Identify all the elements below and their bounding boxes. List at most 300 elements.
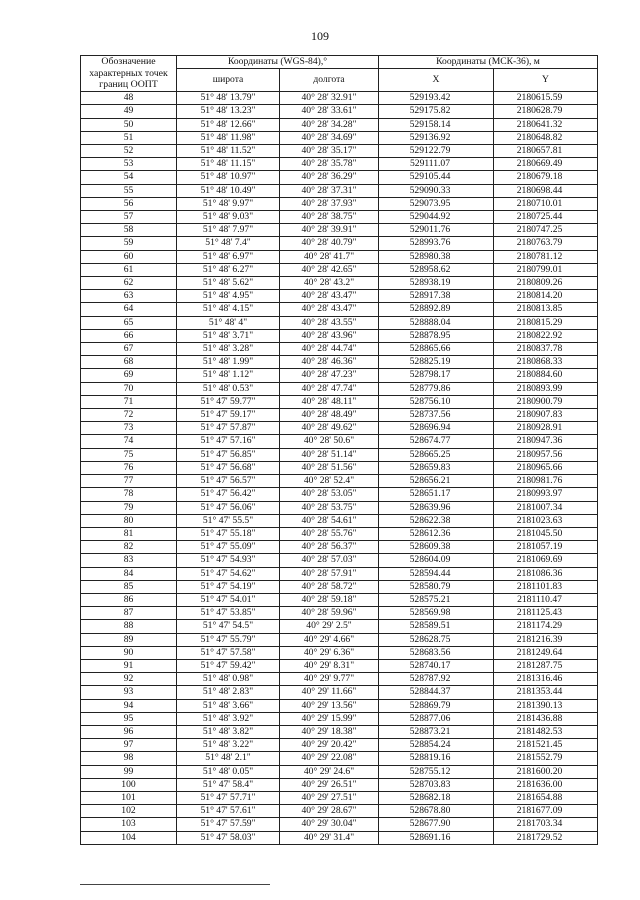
table-row	[81, 791, 598, 804]
point-id-cell: 101	[81, 791, 177, 804]
x-coordinate-cell: 528691.16	[379, 831, 494, 844]
table-row	[81, 831, 598, 844]
latitude-cell: 51° 48' 7.4"	[177, 237, 280, 250]
table-row	[81, 739, 598, 752]
latitude-cell: 51° 48' 11.15"	[177, 158, 280, 171]
latitude-cell: 51° 47' 54.93"	[177, 554, 280, 567]
table-row	[81, 805, 598, 818]
point-id-cell: 103	[81, 818, 177, 831]
x-coordinate-cell: 528604.09	[379, 554, 494, 567]
table-row	[81, 567, 598, 580]
y-coordinate-cell: 2180799.01	[494, 263, 598, 276]
table-row	[81, 475, 598, 488]
point-id-cell: 64	[81, 303, 177, 316]
x-coordinate-cell: 528580.79	[379, 580, 494, 593]
point-id-cell: 102	[81, 805, 177, 818]
y-coordinate-cell: 2180809.26	[494, 277, 598, 290]
table-row	[81, 237, 598, 250]
table-row	[81, 686, 598, 699]
point-id-cell: 56	[81, 197, 177, 210]
point-id-cell: 50	[81, 118, 177, 131]
point-id-cell: 95	[81, 712, 177, 725]
y-coordinate-cell: 2181101.83	[494, 580, 598, 593]
latitude-cell: 51° 48' 1.12"	[177, 369, 280, 382]
x-coordinate-cell: 529090.33	[379, 184, 494, 197]
longitude-cell: 40° 29' 22.08"	[280, 752, 379, 765]
point-id-cell: 94	[81, 699, 177, 712]
latitude-cell: 51° 48' 2.1"	[177, 752, 280, 765]
point-id-cell: 78	[81, 488, 177, 501]
y-coordinate-cell: 2181703.34	[494, 818, 598, 831]
longitude-cell: 40° 29' 2.5"	[280, 620, 379, 633]
table-row	[81, 145, 598, 158]
latitude-cell: 51° 48' 3.28"	[177, 343, 280, 356]
x-coordinate-cell: 528569.98	[379, 607, 494, 620]
latitude-cell: 51° 47' 56.42"	[177, 488, 280, 501]
longitude-cell: 40° 29' 9.77"	[280, 673, 379, 686]
longitude-cell: 40° 29' 20.42"	[280, 739, 379, 752]
x-coordinate-cell: 528628.75	[379, 633, 494, 646]
y-coordinate-cell: 2180710.01	[494, 197, 598, 210]
y-coordinate-cell: 2181436.88	[494, 712, 598, 725]
latitude-cell: 51° 47' 57.16"	[177, 435, 280, 448]
latitude-cell: 51° 47' 54.19"	[177, 580, 280, 593]
x-coordinate-cell: 529158.14	[379, 118, 494, 131]
point-id-cell: 72	[81, 409, 177, 422]
longitude-cell: 40° 28' 57.03"	[280, 554, 379, 567]
table-row	[81, 541, 598, 554]
y-coordinate-cell: 2181007.34	[494, 501, 598, 514]
point-id-cell: 51	[81, 131, 177, 144]
header-x: X	[379, 69, 494, 92]
x-coordinate-cell: 528659.83	[379, 461, 494, 474]
y-coordinate-cell: 2181057.19	[494, 541, 598, 554]
latitude-cell: 51° 48' 6.97"	[177, 250, 280, 263]
longitude-cell: 40° 29' 24.6"	[280, 765, 379, 778]
latitude-cell: 51° 48' 10.49"	[177, 184, 280, 197]
x-coordinate-cell: 528819.16	[379, 752, 494, 765]
table-row	[81, 461, 598, 474]
latitude-cell: 51° 48' 4"	[177, 316, 280, 329]
point-id-cell: 93	[81, 686, 177, 699]
point-id-cell: 49	[81, 105, 177, 118]
point-id-cell: 79	[81, 501, 177, 514]
x-coordinate-cell: 528678.80	[379, 805, 494, 818]
table-row	[81, 448, 598, 461]
longitude-cell: 40° 29' 8.31"	[280, 659, 379, 672]
table-row	[81, 435, 598, 448]
y-coordinate-cell: 2180725.44	[494, 211, 598, 224]
longitude-cell: 40° 28' 43.47"	[280, 290, 379, 303]
header-y: Y	[494, 69, 598, 92]
point-id-cell: 48	[81, 92, 177, 105]
longitude-cell: 40° 28' 39.91"	[280, 224, 379, 237]
y-coordinate-cell: 2180813.85	[494, 303, 598, 316]
latitude-cell: 51° 48' 10.97"	[177, 171, 280, 184]
point-id-cell: 66	[81, 329, 177, 342]
table-row	[81, 158, 598, 171]
x-coordinate-cell: 528674.77	[379, 435, 494, 448]
point-id-cell: 99	[81, 765, 177, 778]
longitude-cell: 40° 28' 59.18"	[280, 593, 379, 606]
point-id-cell: 76	[81, 461, 177, 474]
y-coordinate-cell: 2181249.64	[494, 646, 598, 659]
y-coordinate-cell: 2181552.79	[494, 752, 598, 765]
y-coordinate-cell: 2180957.56	[494, 448, 598, 461]
x-coordinate-cell: 529136.92	[379, 131, 494, 144]
longitude-cell: 40° 28' 47.23"	[280, 369, 379, 382]
point-id-cell: 82	[81, 541, 177, 554]
y-coordinate-cell: 2180679.18	[494, 171, 598, 184]
y-coordinate-cell: 2181216.39	[494, 633, 598, 646]
y-coordinate-cell: 2181086.36	[494, 567, 598, 580]
table-row	[81, 752, 598, 765]
latitude-cell: 51° 47' 59.42"	[177, 659, 280, 672]
longitude-cell: 40° 28' 55.76"	[280, 527, 379, 540]
header-wgs84: Координаты (WGS-84),°	[177, 56, 379, 69]
table-row	[81, 263, 598, 276]
y-coordinate-cell: 2180648.82	[494, 131, 598, 144]
y-coordinate-cell: 2181125.43	[494, 607, 598, 620]
point-id-cell: 54	[81, 171, 177, 184]
header-latitude: широта	[177, 69, 280, 92]
y-coordinate-cell: 2180981.76	[494, 475, 598, 488]
point-id-cell: 61	[81, 263, 177, 276]
point-id-cell: 65	[81, 316, 177, 329]
table-row	[81, 184, 598, 197]
x-coordinate-cell: 528958.62	[379, 263, 494, 276]
table-row	[81, 501, 598, 514]
x-coordinate-cell: 528609.38	[379, 541, 494, 554]
y-coordinate-cell: 2180814.20	[494, 290, 598, 303]
latitude-cell: 51° 48' 7.97"	[177, 224, 280, 237]
latitude-cell: 51° 48' 3.22"	[177, 739, 280, 752]
y-coordinate-cell: 2181023.63	[494, 514, 598, 527]
x-coordinate-cell: 528756.10	[379, 395, 494, 408]
latitude-cell: 51° 48' 11.98"	[177, 131, 280, 144]
x-coordinate-cell: 528683.56	[379, 646, 494, 659]
latitude-cell: 51° 48' 13.79"	[177, 92, 280, 105]
y-coordinate-cell: 2180815.29	[494, 316, 598, 329]
y-coordinate-cell: 2181069.69	[494, 554, 598, 567]
latitude-cell: 51° 47' 58.03"	[177, 831, 280, 844]
x-coordinate-cell: 528865.66	[379, 343, 494, 356]
longitude-cell: 40° 29' 31.4"	[280, 831, 379, 844]
table-row	[81, 620, 598, 633]
x-coordinate-cell: 529175.82	[379, 105, 494, 118]
point-id-cell: 88	[81, 620, 177, 633]
x-coordinate-cell: 529122.79	[379, 145, 494, 158]
x-coordinate-cell: 529193.42	[379, 92, 494, 105]
x-coordinate-cell: 528594.44	[379, 567, 494, 580]
y-coordinate-cell: 2180837.78	[494, 343, 598, 356]
y-coordinate-cell: 2181677.09	[494, 805, 598, 818]
y-coordinate-cell: 2181287.75	[494, 659, 598, 672]
y-coordinate-cell: 2180928.91	[494, 422, 598, 435]
point-id-cell: 71	[81, 395, 177, 408]
y-coordinate-cell: 2181482.53	[494, 725, 598, 738]
x-coordinate-cell: 528682.18	[379, 791, 494, 804]
point-id-cell: 53	[81, 158, 177, 171]
longitude-cell: 40° 28' 54.61"	[280, 514, 379, 527]
table-row	[81, 593, 598, 606]
x-coordinate-cell: 528938.19	[379, 277, 494, 290]
table-row	[81, 197, 598, 210]
x-coordinate-cell: 528622.38	[379, 514, 494, 527]
point-id-cell: 58	[81, 224, 177, 237]
y-coordinate-cell: 2180907.83	[494, 409, 598, 422]
latitude-cell: 51° 47' 56.57"	[177, 475, 280, 488]
longitude-cell: 40° 28' 56.37"	[280, 541, 379, 554]
y-coordinate-cell: 2181045.50	[494, 527, 598, 540]
longitude-cell: 40° 28' 50.6"	[280, 435, 379, 448]
table-row	[81, 422, 598, 435]
x-coordinate-cell: 528740.17	[379, 659, 494, 672]
latitude-cell: 51° 48' 9.97"	[177, 197, 280, 210]
latitude-cell: 51° 48' 11.52"	[177, 145, 280, 158]
table-row	[81, 659, 598, 672]
x-coordinate-cell: 528854.24	[379, 739, 494, 752]
latitude-cell: 51° 48' 2.83"	[177, 686, 280, 699]
y-coordinate-cell: 2181390.13	[494, 699, 598, 712]
y-coordinate-cell: 2180993.97	[494, 488, 598, 501]
x-coordinate-cell: 528656.21	[379, 475, 494, 488]
table-row	[81, 290, 598, 303]
y-coordinate-cell: 2180822.92	[494, 329, 598, 342]
y-coordinate-cell: 2180698.44	[494, 184, 598, 197]
y-coordinate-cell: 2180965.66	[494, 461, 598, 474]
table-row	[81, 409, 598, 422]
longitude-cell: 40° 28' 43.47"	[280, 303, 379, 316]
longitude-cell: 40° 28' 38.75"	[280, 211, 379, 224]
y-coordinate-cell: 2180947.36	[494, 435, 598, 448]
x-coordinate-cell: 528677.90	[379, 818, 494, 831]
latitude-cell: 51° 48' 4.95"	[177, 290, 280, 303]
y-coordinate-cell: 2181353.44	[494, 686, 598, 699]
longitude-cell: 40° 28' 40.79"	[280, 237, 379, 250]
latitude-cell: 51° 47' 54.62"	[177, 567, 280, 580]
latitude-cell: 51° 48' 0.53"	[177, 382, 280, 395]
longitude-cell: 40° 28' 52.4"	[280, 475, 379, 488]
point-id-cell: 70	[81, 382, 177, 395]
table-row	[81, 171, 598, 184]
latitude-cell: 51° 47' 59.77"	[177, 395, 280, 408]
x-coordinate-cell: 528651.17	[379, 488, 494, 501]
table-row	[81, 725, 598, 738]
longitude-cell: 40° 28' 42.65"	[280, 263, 379, 276]
y-coordinate-cell: 2181654.88	[494, 791, 598, 804]
latitude-cell: 51° 47' 57.59"	[177, 818, 280, 831]
table-row	[81, 105, 598, 118]
latitude-cell: 51° 47' 56.06"	[177, 501, 280, 514]
y-coordinate-cell: 2181521.45	[494, 739, 598, 752]
longitude-cell: 40° 29' 4.66"	[280, 633, 379, 646]
y-coordinate-cell: 2180628.79	[494, 105, 598, 118]
table-row	[81, 633, 598, 646]
longitude-cell: 40° 29' 6.36"	[280, 646, 379, 659]
longitude-cell: 40° 29' 15.99"	[280, 712, 379, 725]
table-row	[81, 303, 598, 316]
y-coordinate-cell: 2180747.25	[494, 224, 598, 237]
x-coordinate-cell: 529111.07	[379, 158, 494, 171]
longitude-cell: 40° 28' 49.62"	[280, 422, 379, 435]
longitude-cell: 40° 28' 37.31"	[280, 184, 379, 197]
latitude-cell: 51° 47' 59.17"	[177, 409, 280, 422]
x-coordinate-cell: 528665.25	[379, 448, 494, 461]
point-id-cell: 77	[81, 475, 177, 488]
x-coordinate-cell: 528798.17	[379, 369, 494, 382]
table-row	[81, 765, 598, 778]
y-coordinate-cell: 2180615.59	[494, 92, 598, 105]
x-coordinate-cell: 528873.21	[379, 725, 494, 738]
x-coordinate-cell: 528639.96	[379, 501, 494, 514]
table-row	[81, 818, 598, 831]
table-row	[81, 369, 598, 382]
latitude-cell: 51° 47' 55.18"	[177, 527, 280, 540]
point-id-cell: 100	[81, 778, 177, 791]
x-coordinate-cell: 528869.79	[379, 699, 494, 712]
x-coordinate-cell: 529044.92	[379, 211, 494, 224]
header-msk36: Координаты (МСК-36), м	[379, 56, 598, 69]
longitude-cell: 40° 28' 58.72"	[280, 580, 379, 593]
latitude-cell: 51° 47' 57.61"	[177, 805, 280, 818]
x-coordinate-cell: 529105.44	[379, 171, 494, 184]
y-coordinate-cell: 2180781.12	[494, 250, 598, 263]
point-id-cell: 90	[81, 646, 177, 659]
table-row	[81, 395, 598, 408]
point-id-cell: 80	[81, 514, 177, 527]
longitude-cell: 40° 28' 36.29"	[280, 171, 379, 184]
x-coordinate-cell: 528825.19	[379, 356, 494, 369]
point-id-cell: 69	[81, 369, 177, 382]
longitude-cell: 40° 28' 34.69"	[280, 131, 379, 144]
point-id-cell: 92	[81, 673, 177, 686]
point-id-cell: 63	[81, 290, 177, 303]
latitude-cell: 51° 47' 57.58"	[177, 646, 280, 659]
y-coordinate-cell: 2181316.46	[494, 673, 598, 686]
point-id-cell: 96	[81, 725, 177, 738]
table-row	[81, 580, 598, 593]
x-coordinate-cell: 529073.95	[379, 197, 494, 210]
point-id-cell: 67	[81, 343, 177, 356]
longitude-cell: 40° 28' 37.93"	[280, 197, 379, 210]
latitude-cell: 51° 48' 6.27"	[177, 263, 280, 276]
point-id-cell: 59	[81, 237, 177, 250]
longitude-cell: 40° 28' 53.75"	[280, 501, 379, 514]
point-id-cell: 87	[81, 607, 177, 620]
longitude-cell: 40° 28' 35.78"	[280, 158, 379, 171]
longitude-cell: 40° 28' 41.7"	[280, 250, 379, 263]
x-coordinate-cell: 528877.06	[379, 712, 494, 725]
y-coordinate-cell: 2181600.20	[494, 765, 598, 778]
table-row	[81, 118, 598, 131]
latitude-cell: 51° 47' 57.71"	[177, 791, 280, 804]
header-point-designation: Обозначение характерных точек границ ООПТ	[81, 56, 177, 92]
x-coordinate-cell: 528787.92	[379, 673, 494, 686]
latitude-cell: 51° 47' 55.09"	[177, 541, 280, 554]
point-id-cell: 73	[81, 422, 177, 435]
latitude-cell: 51° 48' 3.82"	[177, 725, 280, 738]
longitude-cell: 40° 29' 30.04"	[280, 818, 379, 831]
longitude-cell: 40° 29' 18.38"	[280, 725, 379, 738]
longitude-cell: 40° 28' 51.14"	[280, 448, 379, 461]
x-coordinate-cell: 528589.51	[379, 620, 494, 633]
longitude-cell: 40° 29' 26.51"	[280, 778, 379, 791]
point-id-cell: 104	[81, 831, 177, 844]
longitude-cell: 40° 28' 47.74"	[280, 382, 379, 395]
longitude-cell: 40° 28' 51.56"	[280, 461, 379, 474]
point-id-cell: 83	[81, 554, 177, 567]
longitude-cell: 40° 28' 59.96"	[280, 607, 379, 620]
y-coordinate-cell: 2180868.33	[494, 356, 598, 369]
latitude-cell: 51° 47' 54.01"	[177, 593, 280, 606]
point-id-cell: 55	[81, 184, 177, 197]
latitude-cell: 51° 47' 58.4"	[177, 778, 280, 791]
y-coordinate-cell: 2181110.47	[494, 593, 598, 606]
table-row	[81, 527, 598, 540]
longitude-cell: 40° 28' 46.36"	[280, 356, 379, 369]
table-row	[81, 778, 598, 791]
longitude-cell: 40° 28' 43.2"	[280, 277, 379, 290]
table-row	[81, 343, 598, 356]
table-row	[81, 382, 598, 395]
longitude-cell: 40° 28' 53.05"	[280, 488, 379, 501]
table-row	[81, 224, 598, 237]
y-coordinate-cell: 2181636.00	[494, 778, 598, 791]
longitude-cell: 40° 29' 11.66"	[280, 686, 379, 699]
latitude-cell: 51° 48' 0.05"	[177, 765, 280, 778]
longitude-cell: 40° 28' 44.74"	[280, 343, 379, 356]
table-row	[81, 554, 598, 567]
table-row	[81, 316, 598, 329]
longitude-cell: 40° 28' 48.49"	[280, 409, 379, 422]
point-id-cell: 75	[81, 448, 177, 461]
coordinates-table	[80, 55, 598, 845]
point-id-cell: 91	[81, 659, 177, 672]
latitude-cell: 51° 47' 55.5"	[177, 514, 280, 527]
latitude-cell: 51° 48' 1.99"	[177, 356, 280, 369]
table-row	[81, 329, 598, 342]
latitude-cell: 51° 48' 13.23"	[177, 105, 280, 118]
longitude-cell: 40° 28' 57.91"	[280, 567, 379, 580]
longitude-cell: 40° 28' 43.96"	[280, 329, 379, 342]
x-coordinate-cell: 528844.37	[379, 686, 494, 699]
table-row	[81, 356, 598, 369]
latitude-cell: 51° 47' 55.79"	[177, 633, 280, 646]
point-id-cell: 86	[81, 593, 177, 606]
y-coordinate-cell: 2181729.52	[494, 831, 598, 844]
point-id-cell: 98	[81, 752, 177, 765]
point-id-cell: 62	[81, 277, 177, 290]
latitude-cell: 51° 48' 3.92"	[177, 712, 280, 725]
table-row	[81, 712, 598, 725]
x-coordinate-cell: 528737.56	[379, 409, 494, 422]
table-body	[81, 92, 598, 845]
table-row	[81, 131, 598, 144]
table-row	[81, 673, 598, 686]
point-id-cell: 68	[81, 356, 177, 369]
table-row	[81, 277, 598, 290]
longitude-cell: 40° 29' 27.51"	[280, 791, 379, 804]
x-coordinate-cell: 528575.21	[379, 593, 494, 606]
latitude-cell: 51° 48' 3.71"	[177, 329, 280, 342]
longitude-cell: 40° 28' 32.91"	[280, 92, 379, 105]
point-id-cell: 97	[81, 739, 177, 752]
point-id-cell: 60	[81, 250, 177, 263]
header-longitude: долгота	[280, 69, 379, 92]
latitude-cell: 51° 48' 12.66"	[177, 118, 280, 131]
y-coordinate-cell: 2181174.29	[494, 620, 598, 633]
